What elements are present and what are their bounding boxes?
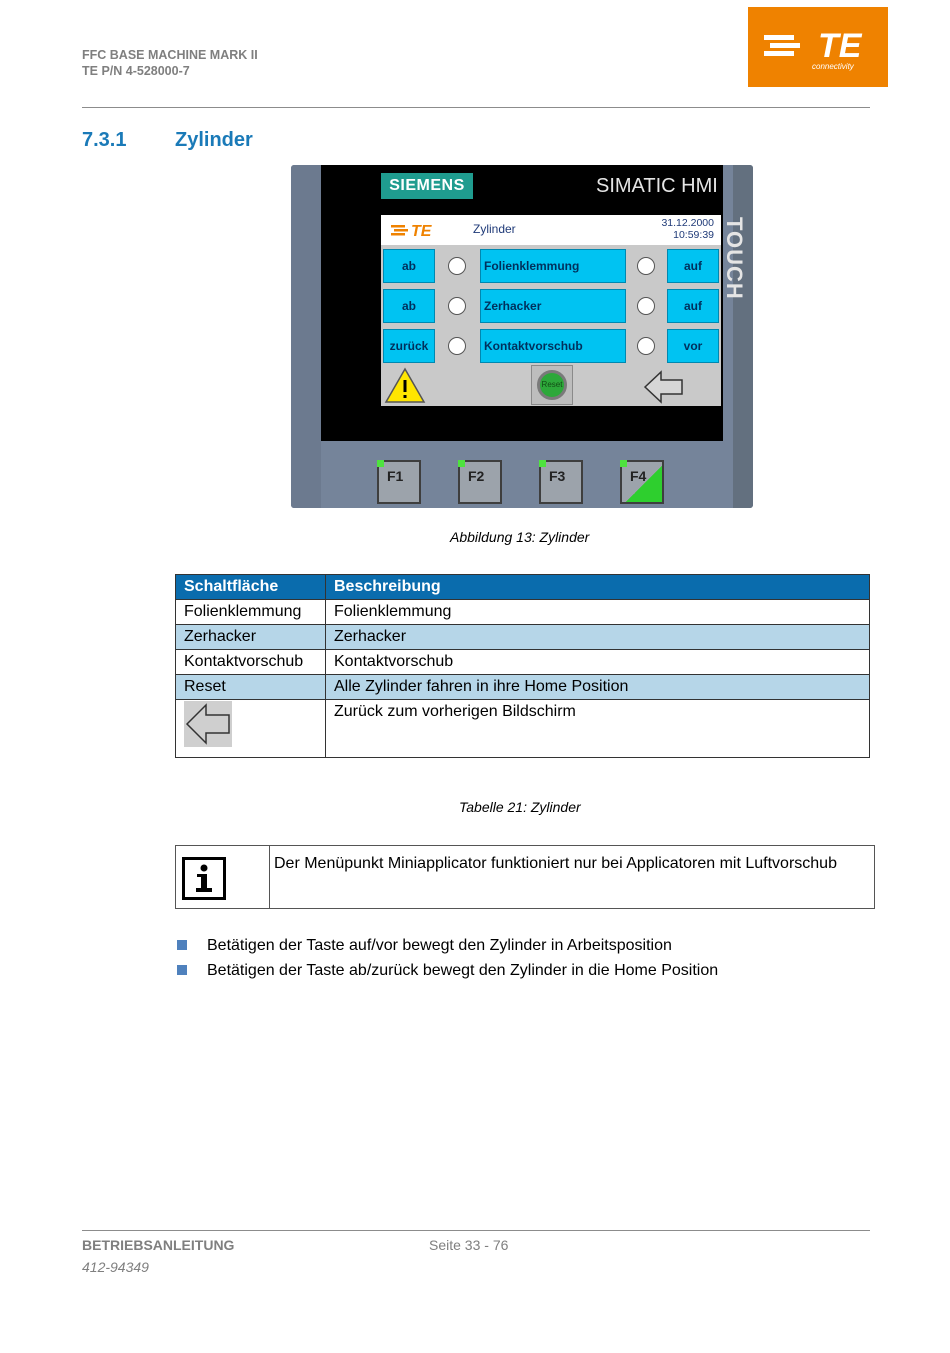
kontaktvorschub-zurueck-button[interactable]: zurück — [383, 329, 435, 363]
section-number: 7.3.1 — [82, 129, 127, 151]
f1-led — [377, 460, 384, 467]
kontaktvorschub-button[interactable]: Kontaktvorschub — [480, 329, 626, 363]
zerhacker-ab-button[interactable]: ab — [383, 289, 435, 323]
zerhacker-button[interactable]: Zerhacker — [480, 289, 626, 323]
info-icon — [182, 857, 226, 900]
footer-title: BETRIEBSANLEITUNG — [82, 1237, 235, 1253]
hmi-display-frame — [321, 165, 747, 441]
table-header-cell: Schaltfläche — [176, 575, 326, 600]
header-machine: FFC BASE MACHINE MARK II — [82, 48, 258, 62]
f4-key[interactable]: F4 — [620, 460, 664, 504]
zerhacker-auf-button[interactable]: auf — [667, 289, 719, 323]
table-cell: Zurück zum vorherigen Bildschirm — [326, 700, 870, 758]
table-cell: Folienklemmung — [326, 600, 870, 625]
table-cell-icon — [176, 700, 326, 758]
table-row — [176, 650, 870, 675]
table-cell: Zerhacker — [326, 625, 870, 650]
header-rule — [82, 107, 870, 108]
te-logo — [748, 7, 888, 87]
kontaktvorschub-vor-button[interactable]: vor — [667, 329, 719, 363]
bullet-item: Betätigen der Taste ab/zurück bewegt den Zylinder in die Home Position — [207, 962, 719, 979]
table-cell: Zerhacker — [176, 625, 326, 650]
kontaktvorschub-home-indicator — [448, 337, 466, 355]
warning-icon[interactable] — [384, 367, 426, 404]
info-note-text: Der Menüpunkt Miniapplicator funktioniert nur bei Applicatoren mit Luftvorschub — [274, 855, 837, 872]
table-cell: Kontaktvorschub — [176, 650, 326, 675]
folienklemmung-ab-button[interactable]: ab — [383, 249, 435, 283]
folienklemmung-button[interactable]: Folienklemmung — [480, 249, 626, 283]
logo-subtext: connectivity — [812, 62, 854, 71]
figure-caption: Abbildung 13: Zylinder — [450, 529, 590, 545]
f2-key[interactable]: F2 — [458, 460, 502, 504]
table-row — [176, 625, 870, 650]
header-part-number: TE P/N 4-528000-7 — [82, 64, 190, 78]
touch-label: TOUCH — [722, 217, 747, 300]
table-row — [176, 675, 870, 700]
folienklemmung-work-indicator — [637, 257, 655, 275]
footer-page-number: Seite 33 - 76 — [429, 1237, 509, 1253]
simatic-label: SIMATIC HMI — [596, 175, 718, 197]
hmi-screen-title: Zylinder — [473, 222, 516, 236]
hmi-time: 10:59:39 — [673, 229, 714, 241]
siemens-brand: SIEMENS — [381, 173, 473, 199]
info-note-box — [175, 845, 875, 909]
hmi-screen — [381, 215, 721, 406]
footer-rule — [82, 1230, 870, 1231]
kontaktvorschub-work-indicator — [637, 337, 655, 355]
table-cell: Reset — [176, 675, 326, 700]
f4-led — [620, 460, 627, 467]
hmi-screen-topbar — [381, 215, 721, 245]
f1-key[interactable]: F1 — [377, 460, 421, 504]
hmi-panel-image — [291, 165, 753, 508]
mini-te-text: TE — [411, 223, 432, 240]
f3-led — [539, 460, 546, 467]
zerhacker-home-indicator — [448, 297, 466, 315]
table-cell: Folienklemmung — [176, 600, 326, 625]
reset-button[interactable] — [531, 365, 573, 405]
f2-led — [458, 460, 465, 467]
table-row — [176, 700, 870, 758]
table-header-row — [176, 575, 870, 600]
button-description-table — [175, 574, 870, 758]
table-cell: Kontaktvorschub — [326, 650, 870, 675]
back-arrow-icon[interactable] — [643, 369, 685, 405]
mini-te-logo — [389, 219, 444, 241]
bullet-marker — [177, 940, 187, 950]
reset-label: Reset — [537, 370, 567, 400]
hmi-date: 31.12.2000 — [661, 217, 714, 229]
info-separator — [269, 846, 270, 908]
section-title: Zylinder — [175, 129, 253, 151]
table-header-cell: Beschreibung — [326, 575, 870, 600]
table-cell: Alle Zylinder fahren in ihre Home Position — [326, 675, 870, 700]
table-row — [176, 600, 870, 625]
hmi-bezel-left — [291, 165, 321, 508]
hmi-datetime — [651, 217, 714, 241]
footer-doc-number: 412-94349 — [82, 1259, 149, 1275]
bullet-item: Betätigen der Taste auf/vor bewegt den Zylinder in Arbeitsposition — [207, 937, 672, 954]
bullet-marker — [177, 965, 187, 975]
folienklemmung-home-indicator — [448, 257, 466, 275]
logo-text: TE — [818, 27, 862, 65]
zerhacker-work-indicator — [637, 297, 655, 315]
back-arrow-icon — [184, 701, 232, 747]
table-caption: Tabelle 21: Zylinder — [459, 799, 581, 815]
folienklemmung-auf-button[interactable]: auf — [667, 249, 719, 283]
f3-key[interactable]: F3 — [539, 460, 583, 504]
